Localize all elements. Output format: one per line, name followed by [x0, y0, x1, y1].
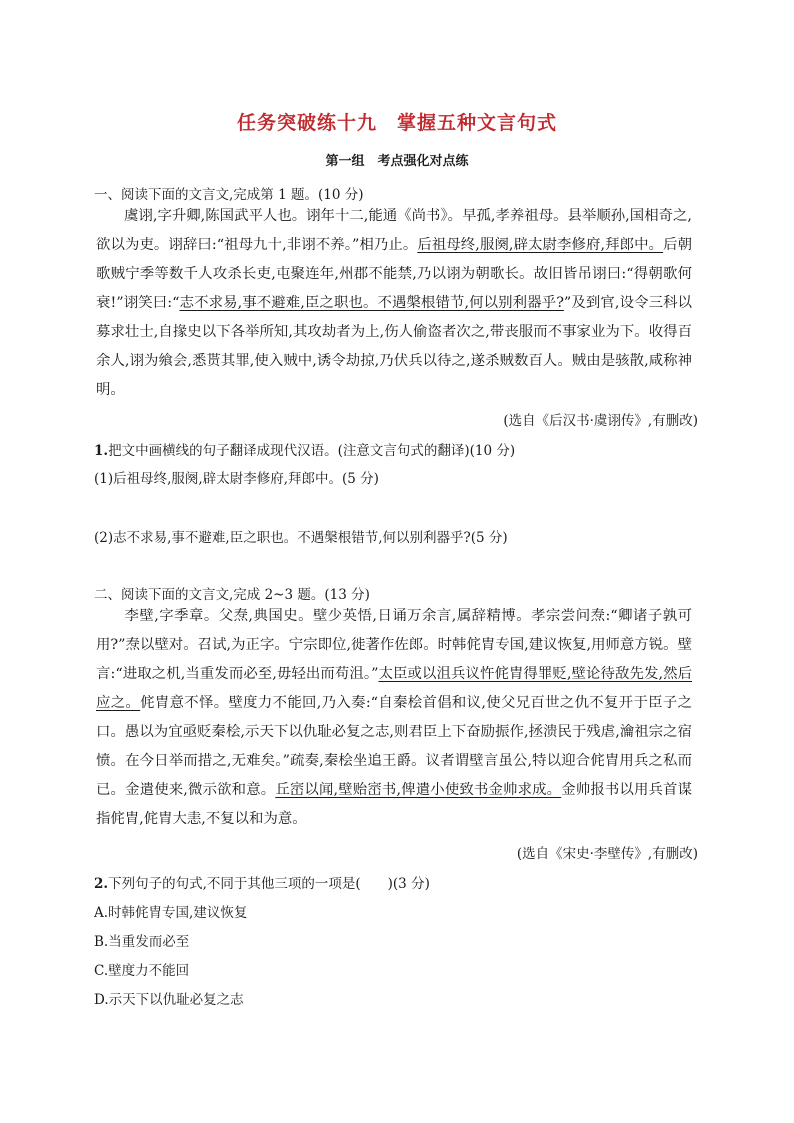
question2-option-b: B.当重发而必至	[94, 934, 190, 950]
page-title: 任务突破练十九 掌握五种文言句式	[236, 112, 557, 134]
passage1-underlined-sentence-1: 后祖母终,服阕,辟太尉李修府,拜郎中。	[417, 237, 664, 253]
passage2-seg: 侂胄意不怿。壁度力不能回,乃入奏:“自秦桧首倡和议,使父兄百世之仇不复开于臣子之口。愚以为宜亟贬秦桧,示天下以仇耻必复之志,则君臣上下奋励振作,拯溃民于残虐,瀹祖宗之宿愤。在今日举而措之,无难矣。”疏奏,秦桧坐追王爵。议者谓壁言虽公,特以迎合侂胄用兵之私而已。金遣使来,微示欲和意。	[96, 695, 692, 798]
passage2-seg: 金帅报书以用兵首谋指侂胄,侂胄大恚,不复以和为意。	[96, 782, 692, 827]
question2-option-a: A.时韩侂胄专国,建议恢复	[94, 905, 248, 921]
section2-passage	[96, 602, 692, 834]
section2-heading: 二、阅读下面的文言文,完成 2~3 题。(13 分)	[94, 587, 370, 603]
question1-stem	[94, 439, 515, 459]
question1-sub1: (1)后祖母终,服阕,辟太尉李修府,拜郎中。(5 分)	[94, 471, 379, 487]
section-group-title: 第一组 考点强化对点练	[325, 154, 469, 169]
passage2-source: (选自《宋史·李壁传》,有删改)	[516, 846, 698, 862]
passage1-seg: 虞诩,字升卿,陈国武平人也。诩年十二,能通《尚书》。早孤,孝养祖母。县举顺孙,国相奇之,欲以为吏。诩辞曰:“祖母九十,非诩不养。”相乃止。	[96, 208, 692, 253]
passage2-underlined-sentence-1: 太臣或以沮兵议忤侂胄得罪贬,壁论待敌先发,然后应之。	[96, 666, 692, 711]
passage1-seg: ”及到官,设令三科以募求壮士,自掾史以下各举所知,其攻劫者为上,伤人偷盗者次之,带丧服而不事家业为下。收得百余人,诩为飨会,悉贳其罪,使入贼中,诱令劫掠,乃伏兵以待之,遂杀贼数百人。贼由是骇散,咸称神明。	[96, 295, 692, 398]
question1-number: 1.	[94, 443, 109, 459]
section1-heading: 一、阅读下面的文言文,完成第 1 题。(10 分)	[94, 187, 364, 203]
passage1-source: (选自《后汉书·虞诩传》,有删改)	[503, 413, 698, 429]
question2-option-d: D.示天下以仇耻必复之志	[94, 992, 244, 1008]
question1-text: 把文中画横线的句子翻译成现代汉语。(注意文言句式的翻译)(10 分)	[108, 443, 516, 459]
question2-stem	[94, 872, 430, 892]
question2-number: 2.	[94, 876, 109, 892]
question1-sub2: (2)志不求易,事不避难,臣之职也。不遇槃根错节,何以别利器乎?(5 分)	[94, 530, 508, 546]
passage2-underlined-sentence-2: 丘崈以闻,壁贻崈书,俾遣小使致书金帅求成。	[275, 782, 562, 798]
question2-text: 下列句子的句式,不同于其他三项的一项是( )(3 分)	[108, 876, 430, 892]
question2-option-c: C.壁度力不能回	[94, 963, 190, 979]
passage1-underlined-sentence-2: 志不求易,事不避难,臣之职也。不遇槃根错节,何以别利器乎?	[179, 295, 564, 311]
passage1-seg: 后朝歌贼宁季等数千人攻杀长吏,屯聚连年,州郡不能禁,乃以诩为朝歌长。故旧皆吊诩曰:“得朝歌何衰!”诩笑曰:“	[96, 237, 692, 311]
passage2-seg: 李壁,字季章。父焘,典国史。壁少英悟,日诵万余言,属辞精博。孝宗尝问焘:“卿诸子孰可用?”焘以壁对。召试,为正字。宁宗即位,徙著作佐郎。时韩侂胄专国,建议恢复,用师意方锐。壁言:“进取之机,当重发而必至,毋轻出而苟沮。”	[96, 608, 692, 682]
section1-passage	[96, 202, 692, 405]
